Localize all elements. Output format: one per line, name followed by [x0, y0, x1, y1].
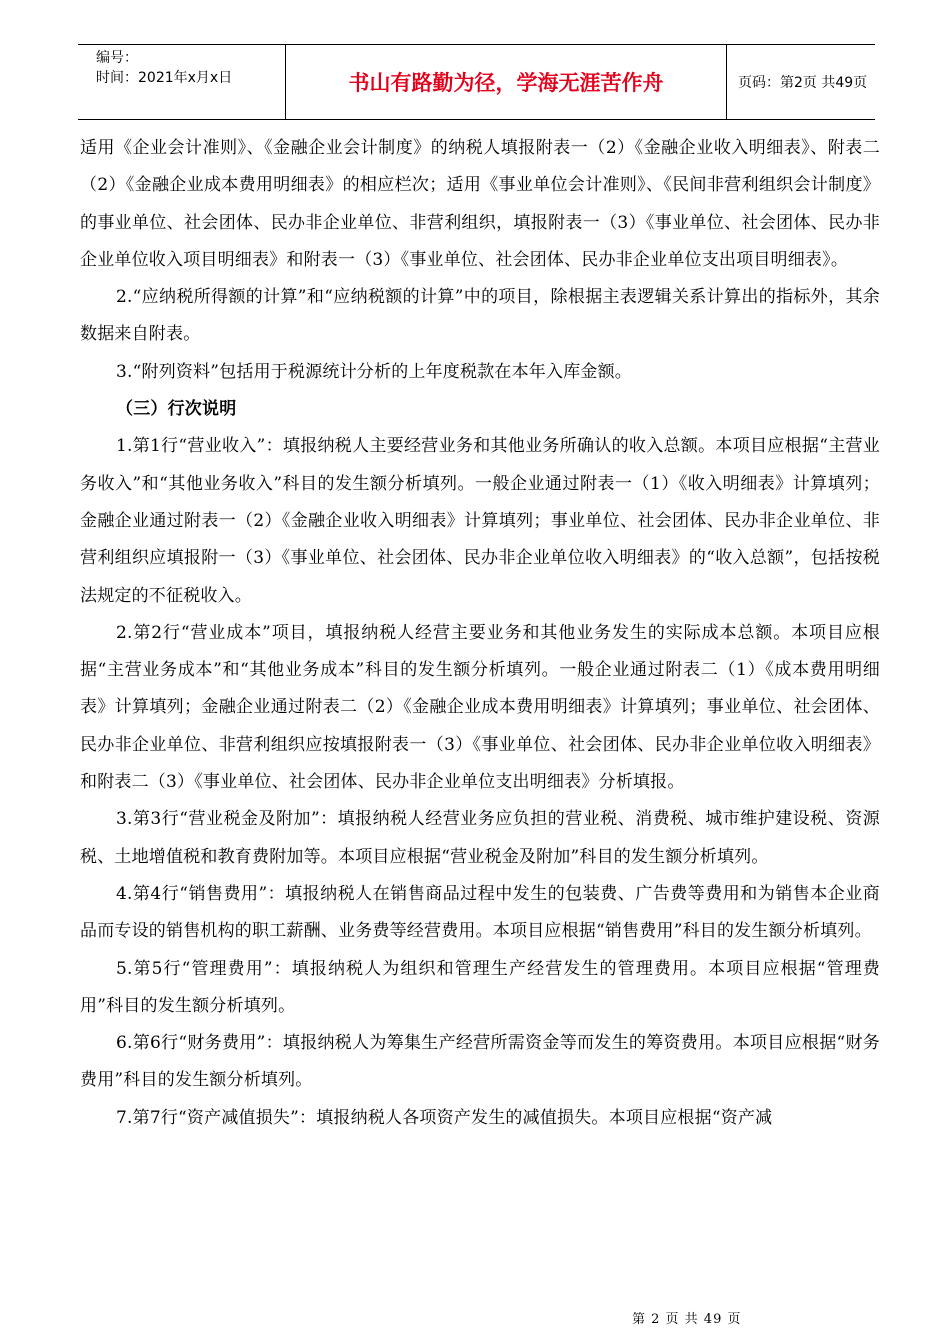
page-header — [78, 44, 875, 120]
paragraph: 适用《企业会计准则》、《金融企业会计制度》的纳税人填报附表一（2）《金融企业收入明细表》、附表二（2）《金融企业成本费用明细表》的相应栏次；适用《事业单位会计准则》、《民间非营利组织会计制度》的事业单位、社会团体、民办非企业单位、非营利组织，填报附表一（3）《事业单位、社会团体、民办非企业单位收入项目明细表》和附表一（3）《事业单位、社会团体、民办非企业单位支出项目明细表》。 — [80, 138, 880, 270]
header-meta — [78, 45, 285, 119]
paragraph: 1.第1行“营业收入”：填报纳税人主要经营业务和其他业务所确认的收入总额。本项目应根据“主营业务收入”和“其他业务收入”科目的发生额分析填列。一般企业通过附表一（1）《收入明细表》计算填列；金融企业通过附表一（2）《金融企业收入明细表》计算填列；事业单位、社会团体、民办非企业单位、非营利组织应填报附一（3）《事业单位、社会团体、民办非企业单位收入明细表》的“收入总额”，包括按税法规定的不征税收入。 — [80, 436, 880, 606]
paragraph: 2.“应纳税所得额的计算”和“应纳税额的计算”中的项目，除根据主表逻辑关系计算出的指标外，其余数据来自附表。 — [80, 287, 880, 345]
section-heading: （三）行次说明 — [116, 399, 237, 420]
document-code: 编号： — [96, 50, 138, 66]
paragraph: 2.第2行“营业成本”项目，填报纳税人经营主要业务和其他业务发生的实际成本总额。本项目应根据“主营业务成本”和“其他业务成本”科目的发生额分析填列。一般企业通过附表二（1）《成本费用明细表》计算填列；金融企业通过附表二（2）《金融企业成本费用明细表》计算填列；事业单位、社会团体、民办非企业单位、非营利组织应按填报附表一（3）《事业单位、社会团体、民办非企业单位收入明细表》和附表二（3）《事业单位、社会团体、民办非企业单位支出明细表》分析填报。 — [80, 622, 880, 793]
paragraph: 4.第4行“销售费用”：填报纳税人在销售商品过程中发生的包装费、广告费等费用和为销售本企业商品而专设的销售机构的职工薪酬、业务费等经营费用。本项目应根据“销售费用”科目的发生额分析填列。 — [80, 883, 880, 942]
paragraph: 5.第5行“管理费用”：填报纳税人为组织和管理生产经营发生的管理费用。本项目应根据“管理费用”科目的发生额分析填列。 — [80, 958, 880, 1016]
header-motto: 书山有路勤为径，学海无涯苦作舟 — [285, 45, 727, 119]
header-page-info: 页码：第2页 共49页 — [738, 75, 868, 91]
paragraph: 6.第6行“财务费用”：填报纳税人为筹集生产经营所需资金等而发生的筹资费用。本项目应根据“财务费用”科目的发生额分析填列。 — [80, 1033, 880, 1091]
paragraph: 7.第7行“资产减值损失”：填报纳税人各项资产发生的减值损失。本项目应根据“资产减 — [116, 1107, 773, 1128]
paragraph: 3.第3行“营业税金及附加”：填报纳税人经营业务应负担的营业税、消费税、城市维护建设税、资源税、土地增值税和教育费附加等。本项目应根据“营业税金及附加”科目的发生额分析填列。 — [80, 809, 880, 867]
document-time: 时间：2021年x月x日 — [96, 70, 233, 86]
document-body — [80, 130, 880, 1137]
page-footer: 第 2 页 共 49 页 — [632, 1312, 742, 1327]
paragraph: 3.“附列资料”包括用于税源统计分析的上年度税款在本年入库金额。 — [116, 361, 633, 382]
